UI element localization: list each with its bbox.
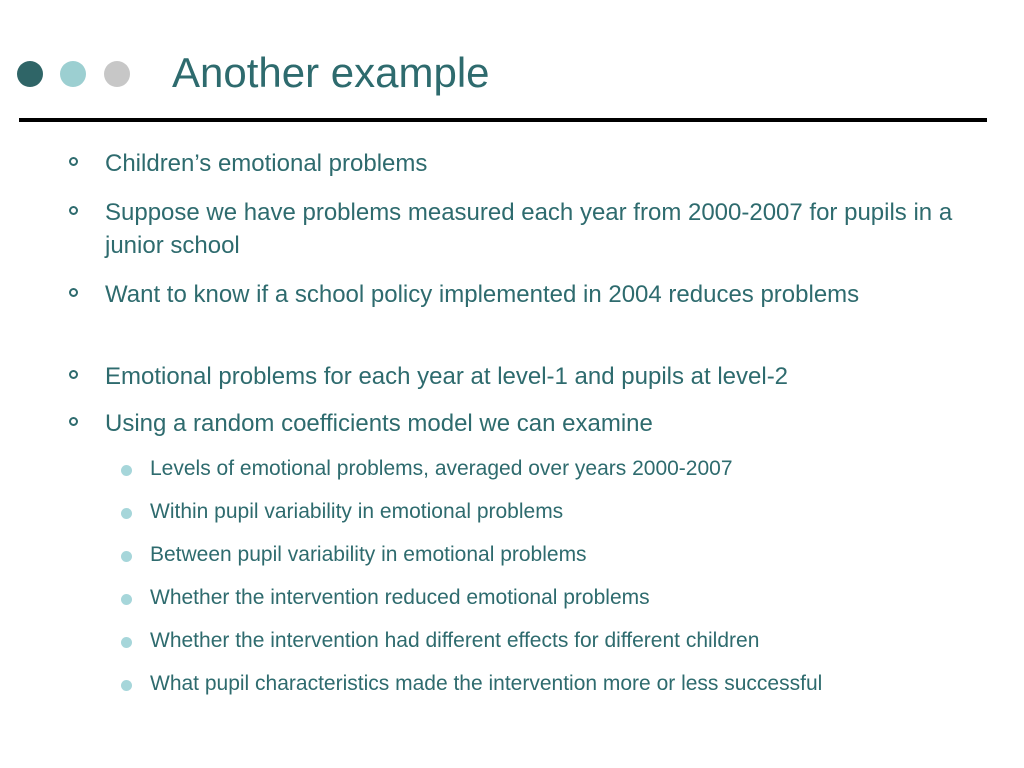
title-divider: [19, 118, 987, 122]
bullet-item: [105, 278, 985, 311]
filled-bullet-icon: [121, 680, 132, 691]
bullet-item: [105, 407, 985, 440]
bullet-item: [105, 360, 985, 393]
filled-bullet-icon: [121, 637, 132, 648]
bullet-text: Using a random coefficients model we can examine: [105, 410, 653, 437]
hollow-bullet-icon: [69, 206, 78, 215]
bullet-item: [105, 196, 985, 262]
sub-bullet-text: Between pupil variability in emotional problems: [150, 543, 587, 566]
sub-bullet-text: Whether the intervention had different effects for different children: [150, 629, 760, 652]
bullet-text: Children’s emotional problems: [105, 150, 428, 177]
sub-bullet-text: Whether the intervention reduced emotional problems: [150, 586, 650, 609]
hollow-bullet-icon: [69, 157, 78, 166]
sub-bullet-text: Levels of emotional problems, averaged over years 2000-2007: [150, 457, 733, 480]
decorative-dot-light: [60, 61, 86, 87]
filled-bullet-icon: [121, 594, 132, 605]
filled-bullet-icon: [121, 508, 132, 519]
sub-bullet-item: [150, 454, 1000, 484]
sub-bullet-text: Within pupil variability in emotional problems: [150, 500, 564, 523]
sub-bullet-item: [150, 583, 1000, 613]
bullet-text: Emotional problems for each year at level-1 and pupils at level-2: [105, 363, 789, 390]
hollow-bullet-icon: [69, 417, 78, 426]
bullet-text: Want to know if a school policy implemented in 2004 reduces problems: [105, 281, 860, 308]
decorative-dot-dark: [17, 61, 43, 87]
bullet-text: Suppose we have problems measured each year from 2000-2007 for pupils in a junior school: [105, 199, 953, 259]
sub-bullet-text: What pupil characteristics made the intervention more or less successful: [150, 672, 823, 695]
sub-bullet-item: [150, 669, 1000, 699]
sub-bullet-item: [150, 497, 1000, 527]
bullet-item: [105, 147, 985, 180]
sub-bullet-item: [150, 626, 1000, 656]
hollow-bullet-icon: [69, 288, 78, 297]
hollow-bullet-icon: [69, 370, 78, 379]
sub-bullet-item: [150, 540, 1000, 570]
filled-bullet-icon: [121, 551, 132, 562]
decorative-dot-grey: [104, 61, 130, 87]
filled-bullet-icon: [121, 465, 132, 476]
slide-title: Another example: [172, 49, 490, 96]
